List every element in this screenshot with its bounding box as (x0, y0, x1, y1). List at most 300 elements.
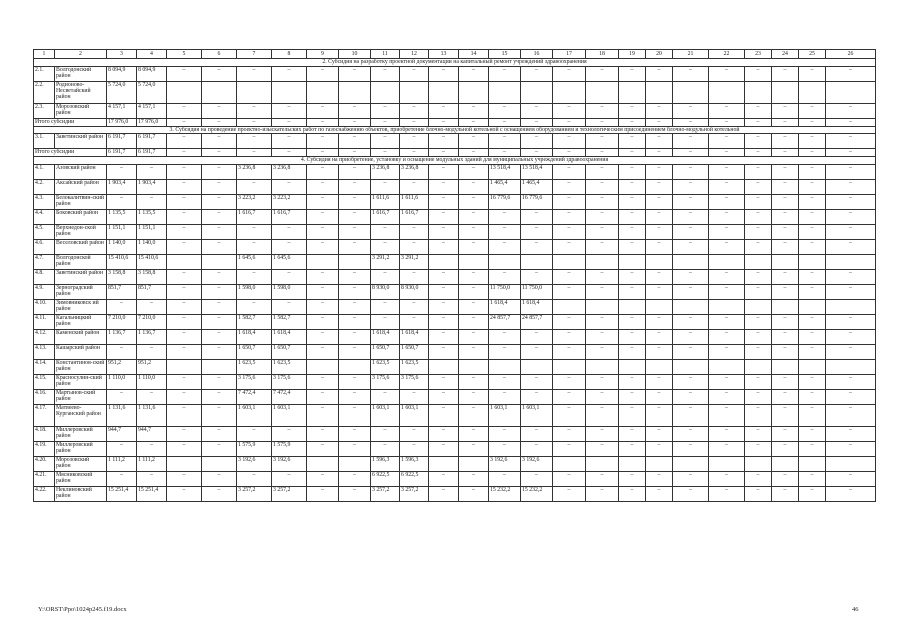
value-cell: – (167, 118, 202, 126)
value-cell: – (586, 224, 619, 239)
value-cell: – (709, 239, 745, 254)
value-cell: 3 236,8 (272, 164, 307, 179)
value-cell: – (772, 66, 799, 81)
value-cell: – (167, 314, 202, 329)
value-cell (339, 254, 371, 269)
value-cell: – (339, 471, 371, 486)
value-cell: 17 976,0 (107, 118, 137, 126)
value-cell (202, 456, 237, 471)
value-cell: 851,7 (107, 284, 137, 299)
value-cell: 5 724,0 (137, 81, 167, 103)
value-cell: – (339, 209, 371, 224)
value-cell: – (107, 164, 137, 179)
value-cell (429, 81, 459, 103)
value-cell: – (521, 329, 553, 344)
value-cell: – (371, 118, 400, 126)
value-cell: – (745, 194, 772, 209)
value-cell (826, 299, 876, 314)
district-name: Родионово-Несветайский район (55, 81, 107, 103)
district-name: Мясниковский район (55, 471, 107, 486)
value-cell: – (339, 224, 371, 239)
value-cell: – (799, 118, 826, 126)
value-cell: – (772, 404, 799, 426)
value-cell: 3 236,8 (371, 164, 400, 179)
value-cell: – (673, 66, 709, 81)
value-cell (521, 254, 553, 269)
value-cell: 6 191,7 (107, 134, 137, 149)
value-cell: – (202, 66, 237, 81)
value-cell: – (459, 134, 489, 149)
row-number: 4.4. (34, 209, 55, 224)
row-number: 4.9. (34, 284, 55, 299)
value-cell: – (272, 269, 307, 284)
value-cell: – (429, 179, 459, 194)
row-number: 4.12. (34, 329, 55, 344)
column-number: 12 (400, 50, 429, 59)
value-cell: 15 251,4 (107, 486, 137, 501)
value-cell: – (429, 209, 459, 224)
value-cell: – (521, 134, 553, 149)
value-cell: – (586, 314, 619, 329)
value-cell: – (553, 269, 586, 284)
value-cell: – (307, 209, 339, 224)
value-cell: – (307, 314, 339, 329)
district-name: Миллеровский район (55, 426, 107, 441)
value-cell: – (371, 103, 400, 118)
value-cell: – (826, 404, 876, 426)
value-cell (619, 359, 646, 374)
value-cell (799, 299, 826, 314)
value-cell: – (307, 299, 339, 314)
value-cell: – (799, 103, 826, 118)
value-cell: – (521, 209, 553, 224)
value-cell: – (673, 134, 709, 149)
value-cell: – (339, 134, 371, 149)
value-cell: – (202, 239, 237, 254)
value-cell: – (619, 404, 646, 426)
value-cell (745, 456, 772, 471)
value-cell: – (489, 134, 521, 149)
value-cell: – (167, 344, 202, 359)
value-cell: – (521, 103, 553, 118)
value-cell: – (459, 314, 489, 329)
value-cell: – (799, 209, 826, 224)
column-number: 22 (709, 50, 745, 59)
value-cell: – (489, 224, 521, 239)
value-cell: – (709, 284, 745, 299)
value-cell: – (709, 486, 745, 501)
value-cell (646, 81, 673, 103)
value-cell: – (586, 284, 619, 299)
value-cell: – (799, 389, 826, 404)
value-cell: – (673, 329, 709, 344)
value-cell: – (772, 441, 799, 456)
value-cell: – (429, 329, 459, 344)
row-number: 4.5. (34, 224, 55, 239)
value-cell: – (745, 471, 772, 486)
value-cell: – (202, 314, 237, 329)
value-cell: – (400, 441, 429, 456)
value-cell: – (673, 284, 709, 299)
value-cell: 1 611,6 (400, 194, 429, 209)
value-cell (619, 254, 646, 269)
value-cell: – (826, 471, 876, 486)
value-cell (709, 299, 745, 314)
table-row (34, 134, 876, 149)
value-cell: – (646, 269, 673, 284)
value-cell: – (586, 149, 619, 157)
value-cell: – (307, 374, 339, 389)
value-cell: 24 857,7 (521, 314, 553, 329)
value-cell: – (799, 374, 826, 389)
value-cell: – (429, 194, 459, 209)
value-cell: 1 903,4 (137, 179, 167, 194)
value-cell (619, 299, 646, 314)
value-cell: – (646, 471, 673, 486)
value-cell: – (459, 66, 489, 81)
value-cell: – (772, 344, 799, 359)
district-name: Кашарский район (55, 344, 107, 359)
district-name: Азовский район (55, 164, 107, 179)
value-cell: – (586, 179, 619, 194)
row-number: 4.7. (34, 254, 55, 269)
value-cell: 3 223,2 (272, 194, 307, 209)
value-cell: 3 192,6 (237, 456, 272, 471)
value-cell: – (489, 209, 521, 224)
district-name: Аксайский район (55, 179, 107, 194)
value-cell: 1 151,1 (137, 224, 167, 239)
value-cell: – (429, 103, 459, 118)
district-name: Кагальницкий район (55, 314, 107, 329)
column-number: 13 (429, 50, 459, 59)
value-cell: – (307, 471, 339, 486)
value-cell: – (137, 441, 167, 456)
value-cell: – (400, 389, 429, 404)
value-cell: – (619, 239, 646, 254)
value-cell: 3 175,6 (237, 374, 272, 389)
value-cell (521, 81, 553, 103)
value-cell: – (745, 66, 772, 81)
value-cell: – (167, 389, 202, 404)
value-cell: 1 603,1 (371, 404, 400, 426)
value-cell: – (429, 134, 459, 149)
value-cell: – (646, 329, 673, 344)
value-cell (202, 359, 237, 374)
value-cell: – (339, 284, 371, 299)
value-cell: – (521, 441, 553, 456)
value-cell: 8 094,9 (137, 66, 167, 81)
value-cell: – (553, 66, 586, 81)
value-cell: – (673, 224, 709, 239)
value-cell: – (646, 134, 673, 149)
value-cell: – (709, 344, 745, 359)
value-cell: – (137, 299, 167, 314)
value-cell: – (429, 426, 459, 441)
value-cell: 3 236,8 (400, 164, 429, 179)
value-cell: – (371, 66, 400, 81)
value-cell (745, 299, 772, 314)
value-cell: – (826, 374, 876, 389)
value-cell: 1 603,1 (237, 404, 272, 426)
column-number: 26 (826, 50, 876, 59)
value-cell: – (745, 426, 772, 441)
value-cell: – (826, 194, 876, 209)
value-cell: – (339, 441, 371, 456)
value-cell: – (107, 471, 137, 486)
value-cell: 1 465,4 (521, 179, 553, 194)
value-cell: – (400, 134, 429, 149)
value-cell: – (489, 329, 521, 344)
value-cell: – (709, 118, 745, 126)
value-cell: – (619, 314, 646, 329)
value-cell: – (673, 209, 709, 224)
value-cell: – (339, 329, 371, 344)
value-cell: – (307, 164, 339, 179)
value-cell: – (709, 164, 745, 179)
value-cell: – (400, 314, 429, 329)
value-cell (489, 359, 521, 374)
value-cell: – (307, 224, 339, 239)
value-cell: – (619, 471, 646, 486)
value-cell: – (646, 194, 673, 209)
value-cell (553, 456, 586, 471)
value-cell: 951,2 (107, 359, 137, 374)
value-cell (673, 456, 709, 471)
value-cell: 11 750,0 (521, 284, 553, 299)
value-cell: – (826, 149, 876, 157)
value-cell: – (619, 209, 646, 224)
value-cell (459, 254, 489, 269)
value-cell: – (586, 164, 619, 179)
value-cell: – (646, 389, 673, 404)
value-cell: – (553, 179, 586, 194)
value-cell: – (553, 329, 586, 344)
value-cell (673, 299, 709, 314)
value-cell: – (307, 389, 339, 404)
value-cell (167, 81, 202, 103)
value-cell: – (400, 426, 429, 441)
value-cell: – (459, 389, 489, 404)
value-cell: – (489, 389, 521, 404)
value-cell: 4 157,1 (107, 103, 137, 118)
value-cell: – (553, 389, 586, 404)
value-cell: – (553, 164, 586, 179)
value-cell (709, 81, 745, 103)
row-number: 4.6. (34, 239, 55, 254)
value-cell (459, 359, 489, 374)
value-cell: – (272, 149, 307, 157)
value-cell: – (339, 194, 371, 209)
value-cell (429, 359, 459, 374)
value-cell (202, 81, 237, 103)
value-cell: – (429, 441, 459, 456)
table-row (34, 344, 876, 359)
value-cell: 15 232,2 (489, 486, 521, 501)
value-cell: 1 575,9 (237, 441, 272, 456)
value-cell: 1 136,7 (107, 329, 137, 344)
column-number: 4 (137, 50, 167, 59)
value-cell: – (202, 164, 237, 179)
value-cell: 1 603,1 (489, 404, 521, 426)
column-number: 3 (107, 50, 137, 59)
value-cell: 1 582,7 (237, 314, 272, 329)
value-cell: 1 903,4 (107, 179, 137, 194)
value-cell: – (429, 118, 459, 126)
value-cell (673, 254, 709, 269)
value-cell: – (709, 209, 745, 224)
value-cell (799, 81, 826, 103)
value-cell: 1 603,1 (400, 404, 429, 426)
value-cell: – (772, 149, 799, 157)
value-cell: – (371, 239, 400, 254)
value-cell: – (553, 239, 586, 254)
value-cell: – (459, 344, 489, 359)
value-cell (553, 254, 586, 269)
table-row (34, 486, 876, 501)
value-cell: 3 291,2 (371, 254, 400, 269)
value-cell: – (799, 179, 826, 194)
value-cell: 1 616,7 (237, 209, 272, 224)
value-cell (646, 359, 673, 374)
value-cell: 1 650,7 (237, 344, 272, 359)
value-cell: – (400, 118, 429, 126)
value-cell: – (489, 471, 521, 486)
value-cell: – (619, 179, 646, 194)
value-cell: – (489, 441, 521, 456)
value-cell: – (400, 269, 429, 284)
value-cell (272, 81, 307, 103)
value-cell: – (339, 149, 371, 157)
value-cell: – (202, 149, 237, 157)
value-cell: – (745, 209, 772, 224)
value-cell: – (745, 149, 772, 157)
value-cell: – (745, 284, 772, 299)
value-cell: – (307, 426, 339, 441)
value-cell: – (167, 299, 202, 314)
value-cell: – (709, 224, 745, 239)
value-cell: – (799, 471, 826, 486)
value-cell (799, 456, 826, 471)
value-cell: – (586, 66, 619, 81)
value-cell: – (489, 149, 521, 157)
district-name: Мартынов-ский район (55, 389, 107, 404)
value-cell: – (826, 284, 876, 299)
column-number: 14 (459, 50, 489, 59)
value-cell: – (307, 194, 339, 209)
value-cell: – (339, 118, 371, 126)
value-cell: – (429, 224, 459, 239)
value-cell: – (272, 66, 307, 81)
value-cell: – (553, 118, 586, 126)
value-cell: – (826, 179, 876, 194)
district-name: Константинов-ский район (55, 359, 107, 374)
value-cell: – (167, 209, 202, 224)
value-cell: – (202, 329, 237, 344)
value-cell: – (459, 374, 489, 389)
value-cell: – (646, 103, 673, 118)
value-cell: 6 191,7 (107, 149, 137, 157)
section-heading-row (34, 157, 876, 165)
value-cell (521, 359, 553, 374)
value-cell: – (619, 134, 646, 149)
value-cell (673, 81, 709, 103)
column-number: 11 (371, 50, 400, 59)
value-cell: – (586, 134, 619, 149)
value-cell: – (646, 284, 673, 299)
district-name: Боковский район (55, 209, 107, 224)
value-cell: 3 192,6 (521, 456, 553, 471)
value-cell: – (553, 314, 586, 329)
value-cell: – (307, 486, 339, 501)
value-cell: 1 623,5 (400, 359, 429, 374)
value-cell: 1 623,5 (237, 359, 272, 374)
value-cell: – (202, 209, 237, 224)
value-cell: 1 136,7 (137, 329, 167, 344)
value-cell: – (619, 194, 646, 209)
value-cell: – (745, 118, 772, 126)
value-cell: – (429, 344, 459, 359)
value-cell: – (673, 471, 709, 486)
value-cell: – (167, 404, 202, 426)
district-name: Волгодонский район (55, 66, 107, 81)
value-cell: – (709, 389, 745, 404)
value-cell: – (553, 344, 586, 359)
value-cell (772, 456, 799, 471)
value-cell: – (237, 66, 272, 81)
value-cell: – (772, 118, 799, 126)
value-cell: – (553, 134, 586, 149)
value-cell: – (459, 426, 489, 441)
value-cell: – (307, 441, 339, 456)
value-cell: – (673, 118, 709, 126)
value-cell: 3 175,6 (371, 374, 400, 389)
value-cell (586, 359, 619, 374)
value-cell: – (772, 486, 799, 501)
value-cell: – (772, 134, 799, 149)
section-heading: 4. Субсидия на приобретение, установку и оснащение модульных зданий для муниципальных учреждений здравоохранения (34, 157, 876, 165)
value-cell: 3 192,6 (489, 456, 521, 471)
total-row (34, 149, 876, 157)
value-cell: – (646, 164, 673, 179)
district-name: Морозовский район (55, 103, 107, 118)
value-cell: – (799, 426, 826, 441)
value-cell: – (521, 149, 553, 157)
value-cell: – (646, 374, 673, 389)
value-cell: – (202, 194, 237, 209)
value-cell: – (799, 224, 826, 239)
value-cell: – (745, 486, 772, 501)
value-cell (586, 254, 619, 269)
value-cell: – (107, 344, 137, 359)
district-name: Белокалитвин-ский район (55, 194, 107, 209)
district-name: Зерноградский район (55, 284, 107, 299)
value-cell: – (521, 224, 553, 239)
value-cell: – (673, 441, 709, 456)
district-name: Верхнедон-ской район (55, 224, 107, 239)
value-cell: – (709, 103, 745, 118)
value-cell: – (202, 299, 237, 314)
value-cell (429, 254, 459, 269)
value-cell: – (826, 344, 876, 359)
value-cell (167, 359, 202, 374)
value-cell: – (521, 269, 553, 284)
value-cell: 24 857,7 (489, 314, 521, 329)
value-cell: 3 175,6 (400, 374, 429, 389)
value-cell: – (553, 471, 586, 486)
value-cell: – (202, 118, 237, 126)
table-row (34, 389, 876, 404)
value-cell: – (553, 209, 586, 224)
